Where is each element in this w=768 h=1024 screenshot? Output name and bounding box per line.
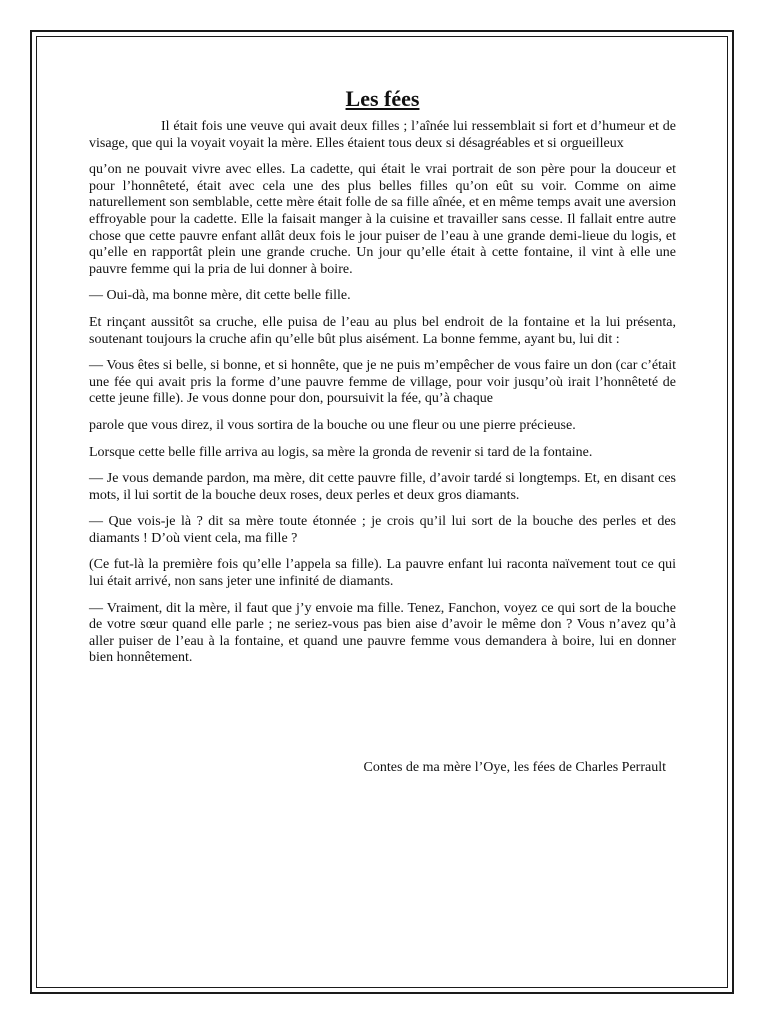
paragraph-9: — Que vois-je là ? dit sa mère toute étonnée ; je crois qu’il lui sort de la bouche des perles et des diamants ! D’où vient cela, ma fille ?: [89, 514, 676, 546]
paragraph-6: parole que vous direz, il vous sortira de la bouche ou une fleur ou une pierre précieuse.: [89, 417, 576, 433]
paragraph-1: Il était fois une veuve qui avait deux filles ; l’aînée lui ressemblait si fort et d’humeur et de visage, que qui la voyait voyait la mère. Elles étaient tous deux si désagréables et si orgueilleux: [89, 119, 676, 151]
paragraph-10: (Ce fut-là la première fois qu’elle l’appela sa fille). La pauvre enfant lui raconta naïvement tout ce qui lui était arrivé, non sans jeter une infinité de diamants.: [89, 557, 676, 590]
document-title: Les fées: [345, 86, 420, 111]
paragraph-11: — Vraiment, dit la mère, il faut que j’y envoie ma fille. Tenez, Fanchon, voyez ce qui sort de la bouche de votre sœur quand elle parle ; ne seriez-vous pas bien aise d’avoir le même don ? Vous n’avez qu’à aller puiser de l’eau à la fontaine, et quand une pauvre femme vous demandera à boire, lui en donner bien honnêtement.: [89, 600, 676, 666]
document-body: [89, 85, 676, 775]
source-credit: Contes de ma mère l’Oye, les fées de Charles Perrault: [363, 760, 666, 775]
paragraph-7: Lorsque cette belle fille arriva au logis, sa mère la gronda de revenir si tard de la fontaine.: [89, 444, 593, 460]
paragraph-3: — Oui-dà, ma bonne mère, dit cette belle fille.: [89, 288, 351, 304]
paragraph-4: Et rinçant aussitôt sa cruche, elle puisa de l’eau au plus bel endroit de la fontaine et la lui présenta, soutenant toujours la cruche afin qu’elle bût plus aisément. La bonne femme, ayant bu, lui dit :: [89, 314, 676, 347]
paragraph-2: qu’on ne pouvait vivre avec elles. La cadette, qui était le vrai portrait de son père pour la douceur et pour l’honnêteté, était avec cela une des plus belles filles qu’on eût su voir. Comme on aime naturellement son semblable, cette mère était folle de sa fille aînée, et en même temps avait une aversion effroyable pour la cadette. Elle la faisait manger à la cuisine et travailler sans cesse. Il fallait entre autre chose que cette pauvre enfant allât deux fois le jour puiser de l’eau à une grande demi-lieue du logis, et qu’elle en rapportât plein une grande cruche. Un jour qu’elle était à cette fontaine, il vint à elle une pauvre femme qui la pria de lui donner à boire.: [89, 162, 676, 277]
paragraph-8: — Je vous demande pardon, ma mère, dit cette pauvre fille, d’avoir tardé si longtemps. Et, en disant ces mots, il lui sortit de la bouche deux roses, deux perles et deux gros diamants.: [89, 471, 676, 503]
paragraph-5: — Vous êtes si belle, si bonne, et si honnête, que je ne puis m’empêcher de vous faire un don (car c’était une fée qui avait pris la forme d’une pauvre femme de village, pour voir jusqu’où irait l’honnêteté de cette jeune fille). Je vous donne pour don, poursuivit la fée, qu’à chaque: [89, 358, 676, 407]
